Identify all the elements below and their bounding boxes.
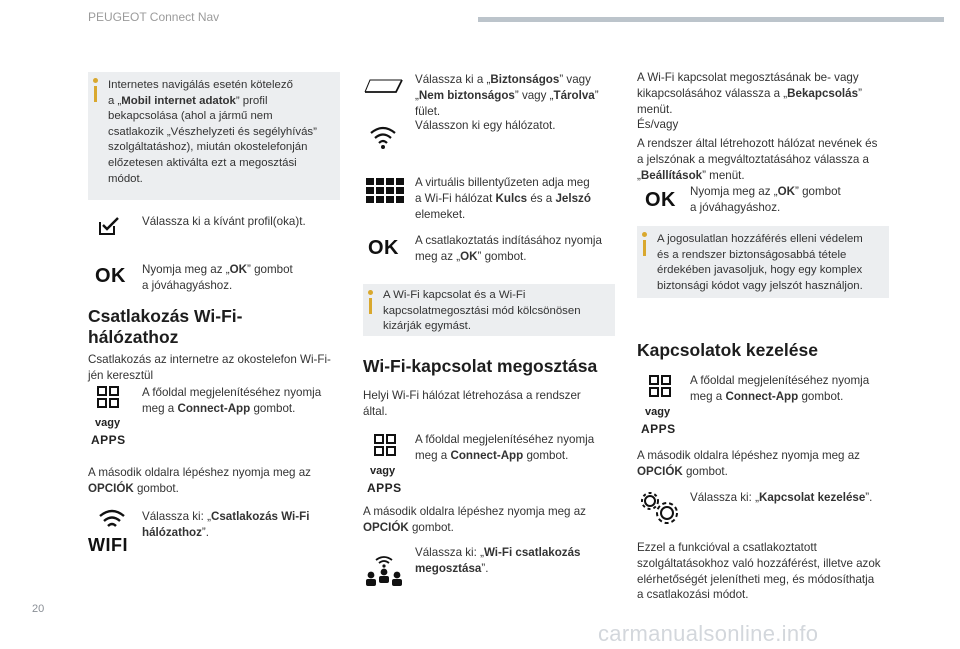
step-enter-key-password: A virtuális billentyűzeten adja meg a Wi-Fi hálózat Kulcs és a Jelszó elemeket. bbox=[415, 176, 591, 221]
intro-wifi-connect: Csatlakozás az internetre az okostelefon Wi-Fi- jén keresztül bbox=[88, 353, 331, 382]
step-ok-confirm: Nyomja meg az „OK” gombot a jóváhagyáshoz. bbox=[690, 185, 841, 214]
heading-wifi-connect: Csatlakozás Wi-Fi- hálózathoz bbox=[88, 306, 243, 347]
info-icon-dot bbox=[368, 290, 373, 295]
apps-label: APPS bbox=[641, 422, 676, 436]
apps-label: APPS bbox=[91, 433, 126, 447]
home-grid-icon bbox=[648, 374, 672, 398]
info-box-mobile-data bbox=[88, 72, 340, 200]
apps-label: APPS bbox=[367, 481, 402, 495]
home-grid-icon bbox=[96, 385, 120, 409]
step-second-page: A második oldalra lépéshez nyomja meg az OPCIÓK gombot. bbox=[637, 449, 860, 478]
info-box-security bbox=[637, 226, 889, 298]
checkbox-select-icon bbox=[98, 216, 120, 236]
or-label: vagy bbox=[370, 465, 396, 477]
tab-selection-icon bbox=[364, 78, 404, 94]
ok-icon: OK bbox=[95, 265, 126, 287]
step-select-network: Válasszon ki egy hálózatot. bbox=[415, 119, 556, 132]
step-second-page: A második oldalra lépéshez nyomja meg az OPCIÓK gombot. bbox=[88, 466, 311, 495]
info-text: A Wi-Fi kapcsolat és a Wi-Fi kapcsolatmegosztási mód kölcsönösen kizárják egymást. bbox=[383, 289, 581, 333]
para-connection-management: Ezzel a funkcióval a csatlakoztatott szolgáltatásokhoz való hozzáférést, illetve azok elérhetőségét jelenítheti meg, és módosíthatja a csatlakozási módot. bbox=[637, 541, 881, 602]
step-select-connection-management: Válassza ki: „Kapcsolat kezelése”. bbox=[690, 491, 873, 504]
step-home-page: A főoldal megjelenítéséhez nyomja meg a Connect-App gombot. bbox=[142, 386, 322, 415]
or-label: vagy bbox=[95, 417, 121, 429]
info-text: A jogosulatlan hozzáférés elleni védelem és a rendszer biztonságosabbá tétele érdekében javasoljuk, hogy egy komplex biztonsági kódot vagy jelszót használjon. bbox=[657, 233, 863, 292]
step-second-page: A második oldalra lépéshez nyomja meg az OPCIÓK gombot. bbox=[363, 505, 586, 534]
home-grid-icon bbox=[373, 433, 397, 457]
para-enable-sharing: A Wi-Fi kapcsolat megosztásának be- vagy kikapcsolásához válassza a „Bekapcsolás” menüt. És/vagy bbox=[637, 71, 862, 132]
step-select-security-tab: Válassza ki a „Biztonságos” vagy „Nem biztonságos” vagy „Tárolva” fület. bbox=[415, 73, 599, 118]
step-select-wifi-connect: Válassza ki: „Csatlakozás Wi-Fi hálózathoz”. bbox=[142, 510, 310, 539]
keyboard-icon bbox=[366, 178, 404, 204]
gears-icon bbox=[638, 490, 682, 526]
wifi-network-icon bbox=[368, 124, 398, 150]
step-select-wifi-sharing: Válassza ki: „Wi-Fi csatlakozás megosztása”. bbox=[415, 546, 581, 575]
page-number: 20 bbox=[32, 603, 45, 615]
heading-wifi-sharing: Wi-Fi-kapcsolat megosztása bbox=[363, 356, 598, 376]
info-icon-bar bbox=[94, 86, 97, 102]
info-text: Internetes navigálás esetén kötelező a „Mobil internet adatok” profil bekapcsolása (ahol a jármű nem csatlakozik „Vészhelyzeti és segélyhívás” szolgáltatáshoz), miután okostelefonján előzetesen aktiválta ezt a megosztási módot. bbox=[108, 79, 317, 185]
info-icon-bar bbox=[369, 298, 372, 314]
or-label: vagy bbox=[645, 406, 671, 418]
ok-icon: OK bbox=[645, 189, 676, 211]
step-select-profile: Válassza ki a kívánt profil(oka)t. bbox=[142, 215, 306, 228]
para-change-settings: A rendszer által létrehozott hálózat nevének és a jelszónak a megváltoztatásához válassza a „Beállítások” menüt. bbox=[637, 137, 878, 182]
intro-local-wifi: Helyi Wi-Fi hálózat létrehozása a rendszer által. bbox=[363, 389, 581, 418]
page-header-title: PEUGEOT Connect Nav bbox=[88, 10, 220, 24]
step-ok-confirm: Nyomja meg az „OK” gombot a jóváhagyáshoz. bbox=[142, 263, 293, 292]
header-bar bbox=[478, 17, 944, 22]
info-icon-dot bbox=[93, 78, 98, 83]
wifi-icon: WIFI bbox=[88, 535, 128, 555]
share-users-icon bbox=[364, 552, 404, 588]
heading-connection-management: Kapcsolatok kezelése bbox=[637, 340, 818, 360]
info-icon-dot bbox=[642, 232, 647, 237]
step-home-page: A főoldal megjelenítéséhez nyomja meg a Connect-App gombot. bbox=[690, 374, 870, 403]
watermark: carmanualsonline.info bbox=[598, 621, 819, 646]
info-box-exclusive bbox=[363, 284, 615, 336]
info-icon-bar bbox=[643, 240, 646, 256]
ok-icon: OK bbox=[368, 237, 399, 259]
step-home-page: A főoldal megjelenítéséhez nyomja meg a Connect-App gombot. bbox=[415, 433, 595, 462]
step-start-connection: A csatlakoztatás indításához nyomja meg az „OK” gombot. bbox=[415, 234, 602, 263]
wifi-signal-icon bbox=[98, 508, 126, 532]
